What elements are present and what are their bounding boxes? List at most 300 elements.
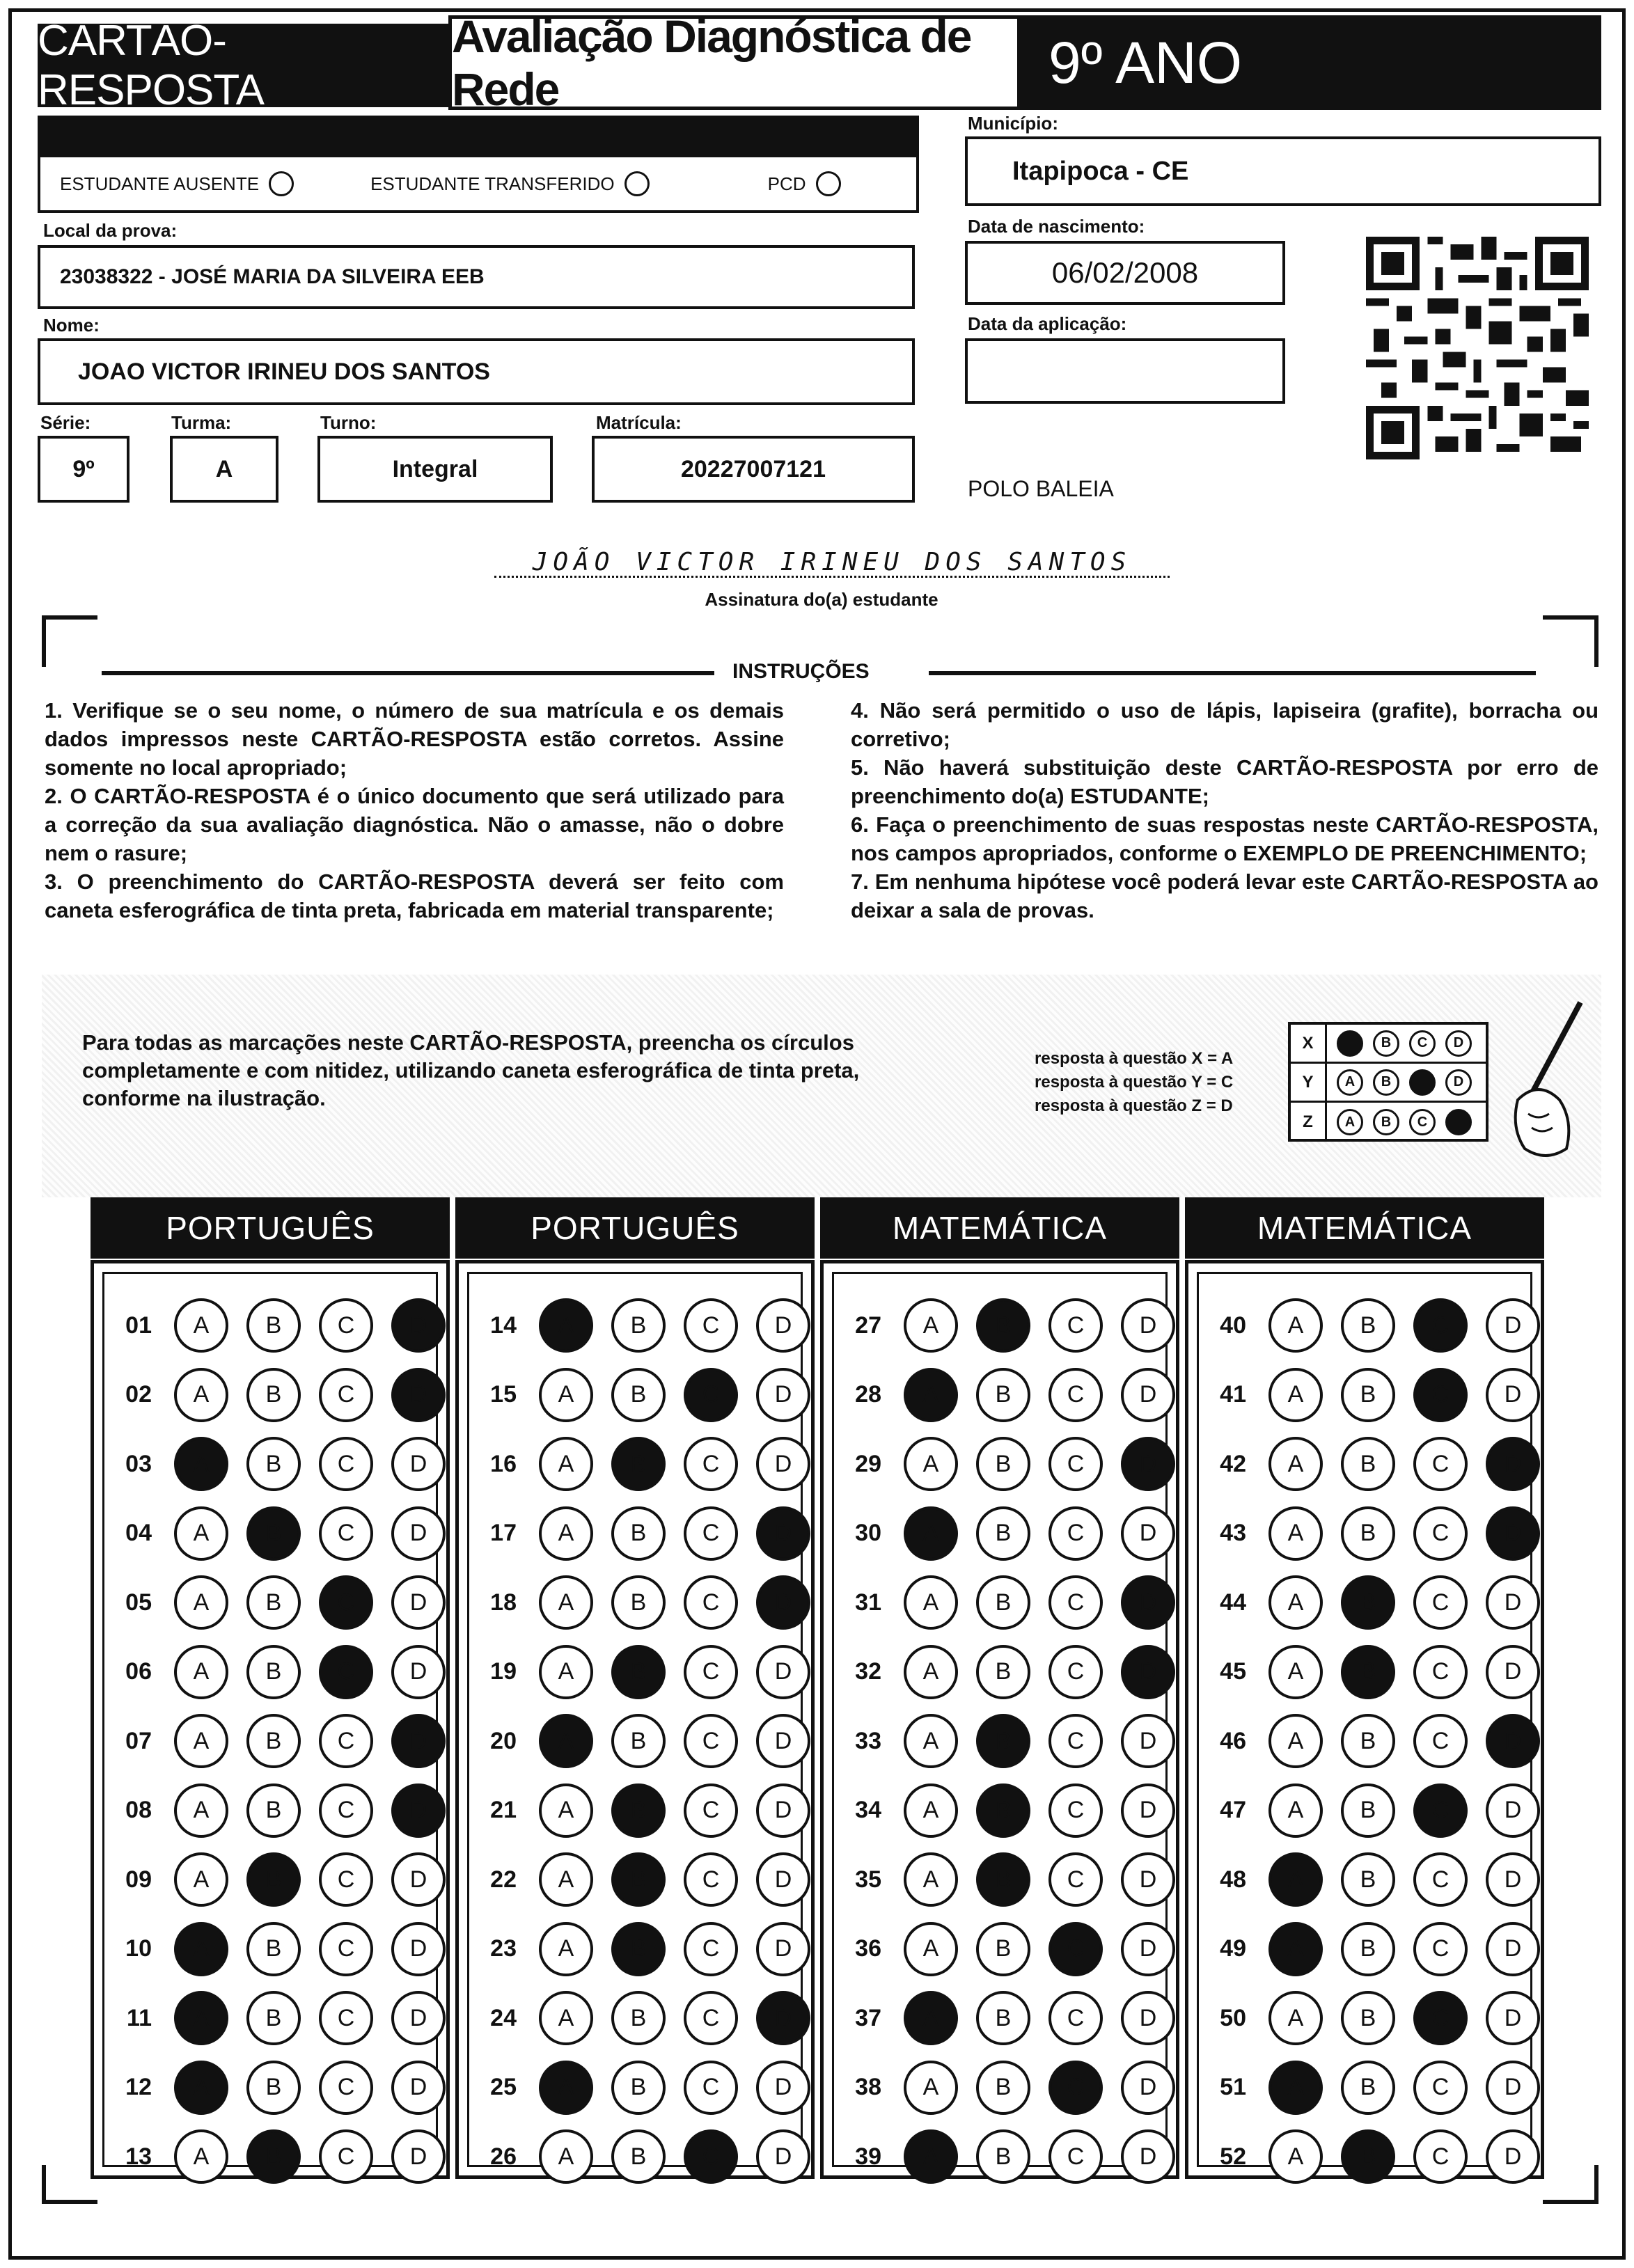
answer-bubble-b[interactable]: B (611, 1783, 666, 1838)
answer-bubble-b[interactable]: B (246, 1368, 301, 1422)
answer-bubble-b[interactable]: B (246, 2129, 301, 2184)
answer-bubble-b[interactable]: B (246, 1575, 301, 1630)
question-row (841, 1506, 1175, 1561)
answer-bubble-b[interactable]: B (246, 1852, 301, 1907)
answer-bubble-b[interactable]: B (976, 1991, 1030, 2045)
answer-bubble-c[interactable]: C (319, 1506, 373, 1561)
answer-bubble-a[interactable]: A (1268, 1298, 1323, 1353)
question-row (1206, 1852, 1540, 1907)
answer-bubble-d[interactable]: D (391, 1575, 446, 1630)
answer-bubble-d[interactable]: D (1121, 2061, 1175, 2115)
answer-bubble-b[interactable]: B (1341, 1783, 1395, 1838)
answer-bubble-b[interactable]: B (976, 1645, 1030, 1699)
pcd-option[interactable] (768, 171, 841, 196)
answer-bubble-d[interactable]: D (756, 1506, 810, 1561)
answer-bubble-c[interactable]: C (684, 1298, 738, 1353)
answer-bubble-b[interactable]: B (246, 1645, 301, 1699)
answer-bubble-c[interactable]: C (684, 1991, 738, 2045)
answer-bubble-d[interactable]: D (756, 1298, 810, 1353)
answer-bubble-d[interactable]: D (1121, 1506, 1175, 1561)
answer-bubble-b[interactable]: B (976, 2129, 1030, 2184)
answer-bubble-d[interactable]: D (391, 2129, 446, 2184)
answer-bubble-d[interactable]: D (756, 1575, 810, 1630)
answer-bubble-b[interactable]: B (976, 2061, 1030, 2115)
instruction-6: 6. Faça o preenchimento de suas respostas neste CARTÃO-RESPOSTA, nos campos apropriados, conforme o EXEMPLO DE PREENCHIMENTO; (851, 812, 1598, 865)
example-table (1288, 1022, 1488, 1142)
question-row (111, 1783, 446, 1838)
answer-bubble-b[interactable]: B (611, 1645, 666, 1699)
answer-bubble-b[interactable]: B (976, 1714, 1030, 1768)
answer-bubble-a[interactable]: A (539, 1368, 593, 1422)
section-header: PORTUGUÊS (455, 1197, 815, 1259)
answer-bubble-b[interactable]: B (246, 1506, 301, 1561)
transferred-bubble[interactable] (624, 171, 650, 196)
answer-bubble-a[interactable]: A (539, 1852, 593, 1907)
answer-bubble-c[interactable]: C (1413, 1852, 1468, 1907)
serie-label: Série: (40, 412, 91, 433)
answer-bubble-b[interactable]: B (976, 1506, 1030, 1561)
answer-bubble-d[interactable]: D (756, 1437, 810, 1491)
transferred-option[interactable] (370, 171, 650, 196)
answer-bubble-d[interactable]: D (756, 2061, 810, 2115)
question-row (1206, 1783, 1540, 1838)
answer-bubble-a[interactable]: A (539, 1437, 593, 1491)
answer-bubble-d[interactable]: D (1121, 1991, 1175, 2045)
answer-bubble-c[interactable]: C (319, 1368, 373, 1422)
example-bubble-b: B (1373, 1069, 1399, 1096)
answer-bubble-a[interactable]: A (539, 2061, 593, 2115)
question-number: 03 (125, 1450, 152, 1477)
answer-bubble-b[interactable]: B (611, 1437, 666, 1491)
absent-label: ESTUDANTE AUSENTE (60, 173, 260, 194)
answer-bubble-c[interactable]: C (1048, 1575, 1103, 1630)
answer-bubble-b[interactable]: B (976, 1783, 1030, 1838)
answer-bubble-c[interactable]: C (1048, 1437, 1103, 1491)
answer-bubble-b[interactable]: B (976, 1922, 1030, 1976)
nascimento-field (965, 241, 1285, 305)
answer-bubble-d[interactable]: D (756, 1645, 810, 1699)
answer-bubble-c[interactable]: C (319, 1645, 373, 1699)
answer-bubble-d[interactable]: D (391, 1991, 446, 2045)
answer-bubble-d[interactable]: D (756, 1922, 810, 1976)
pcd-bubble[interactable] (816, 171, 841, 196)
answer-bubble-a[interactable]: A (904, 2061, 958, 2115)
answer-bubble-a[interactable]: A (1268, 2129, 1323, 2184)
instructions-title: INSTRUÇÕES (724, 660, 878, 684)
answer-bubble-d[interactable]: D (391, 1298, 446, 1353)
question-row (476, 1921, 810, 1977)
answer-bubble-d[interactable]: D (1121, 1437, 1175, 1491)
answer-bubble-d[interactable]: D (1121, 1922, 1175, 1976)
answer-bubble-a[interactable]: A (174, 1437, 228, 1491)
answer-bubble-c[interactable]: C (319, 2061, 373, 2115)
answer-bubble-b[interactable]: B (611, 1298, 666, 1353)
answer-bubble-d[interactable]: D (756, 1714, 810, 1768)
example-legend (1035, 1047, 1233, 1118)
answer-bubble-b[interactable]: B (976, 1298, 1030, 1353)
answer-bubble-d[interactable]: D (1486, 1298, 1540, 1353)
answer-bubble-d[interactable]: D (1486, 2061, 1540, 2115)
question-row (111, 1852, 446, 1907)
answer-bubble-b[interactable]: B (246, 1783, 301, 1838)
answer-bubble-d[interactable]: D (1486, 1645, 1540, 1699)
answer-bubble-d[interactable]: D (391, 1714, 446, 1768)
answer-bubble-c[interactable]: C (319, 1852, 373, 1907)
answer-bubble-b[interactable]: B (976, 1852, 1030, 1907)
answer-bubble-c[interactable]: C (1413, 1575, 1468, 1630)
answer-bubble-d[interactable]: D (1486, 1922, 1540, 1976)
answer-bubble-d[interactable]: D (1121, 1645, 1175, 1699)
answer-bubble-a[interactable]: A (904, 1575, 958, 1630)
hand-with-pen-icon (1504, 989, 1587, 1170)
question-number: 36 (855, 1935, 881, 1962)
matricula-value: 20227007121 (680, 455, 826, 482)
turno-field (317, 436, 553, 503)
answer-bubble-a[interactable]: A (904, 1714, 958, 1768)
answer-bubble-b[interactable]: B (1341, 2061, 1395, 2115)
answer-bubble-c[interactable]: C (1048, 2129, 1103, 2184)
answer-bubble-b[interactable]: B (1341, 1298, 1395, 1353)
section-header: MATEMÁTICA (820, 1197, 1179, 1259)
answer-bubble-b[interactable]: B (976, 1575, 1030, 1630)
answer-bubble-c[interactable]: C (319, 2129, 373, 2184)
answer-bubble-c[interactable]: C (1413, 1922, 1468, 1976)
question-row (111, 1367, 446, 1423)
answer-bubble-a[interactable]: A (539, 1991, 593, 2045)
answer-bubble-c[interactable]: C (1048, 1368, 1103, 1422)
answer-bubble-c[interactable]: C (1048, 1922, 1103, 1976)
answer-bubble-b[interactable]: B (976, 1437, 1030, 1491)
answer-bubble-c[interactable]: C (1413, 1991, 1468, 2045)
answer-bubble-a[interactable]: A (904, 1437, 958, 1491)
question-row (841, 1990, 1175, 2046)
answer-bubble-a[interactable]: A (904, 1298, 958, 1353)
answer-bubble-b[interactable]: B (611, 2129, 666, 2184)
answer-bubble-a[interactable]: A (174, 2129, 228, 2184)
answer-bubble-a[interactable]: A (904, 1922, 958, 1976)
answer-bubble-c[interactable]: C (1413, 1645, 1468, 1699)
question-row (841, 1921, 1175, 1977)
answer-bubble-a[interactable]: A (904, 2129, 958, 2184)
answer-bubble-b[interactable]: B (1341, 1922, 1395, 1976)
answer-bubble-d[interactable]: D (756, 1852, 810, 1907)
answer-bubble-b[interactable]: B (611, 2061, 666, 2115)
answer-bubble-c[interactable]: C (1048, 1852, 1103, 1907)
turma-label: Turma: (171, 412, 232, 433)
frame-corner-br (1543, 2165, 1598, 2204)
section-inner-frame (832, 1272, 1168, 2170)
question-number: 38 (855, 2074, 881, 2100)
answer-bubble-c[interactable]: C (1413, 1298, 1468, 1353)
answer-bubble-c[interactable]: C (319, 1298, 373, 1353)
answer-bubble-d[interactable]: D (1121, 1368, 1175, 1422)
turma-value: A (215, 455, 233, 482)
answer-bubble-a[interactable]: A (174, 1852, 228, 1907)
answer-bubble-d[interactable]: D (1486, 1506, 1540, 1561)
answer-bubble-a[interactable]: A (1268, 1645, 1323, 1699)
example-bubble-a: A (1337, 1069, 1363, 1096)
answer-bubble-b[interactable]: B (1341, 1506, 1395, 1561)
example-bubble-c (1409, 1069, 1436, 1096)
municipio-field (965, 136, 1601, 206)
answer-bubble-c[interactable]: C (684, 1922, 738, 1976)
answer-bubble-c[interactable]: C (684, 1575, 738, 1630)
answer-bubble-a[interactable]: A (174, 1506, 228, 1561)
answer-bubble-c[interactable]: C (1413, 1783, 1468, 1838)
answer-bubble-c[interactable]: C (319, 1437, 373, 1491)
answer-bubble-c[interactable]: C (319, 1714, 373, 1768)
answer-bubble-d[interactable]: D (1486, 1437, 1540, 1491)
answer-bubble-c[interactable]: C (319, 1922, 373, 1976)
answer-bubble-b[interactable]: B (1341, 1852, 1395, 1907)
answer-bubble-a[interactable]: A (174, 1991, 228, 2045)
question-row (476, 2060, 810, 2116)
answer-bubble-c[interactable]: C (1413, 2129, 1468, 2184)
answer-bubble-c[interactable]: C (1048, 1298, 1103, 1353)
answer-bubble-b[interactable]: B (246, 1437, 301, 1491)
answer-bubble-b[interactable]: B (611, 1852, 666, 1907)
question-row (1206, 1644, 1540, 1700)
answer-bubble-b[interactable]: B (1341, 1575, 1395, 1630)
instructions-left (45, 696, 784, 924)
answer-bubble-a[interactable]: A (174, 1298, 228, 1353)
answer-bubble-a[interactable]: A (539, 1645, 593, 1699)
answer-bubble-d[interactable]: D (1121, 1783, 1175, 1838)
answer-bubble-c[interactable]: C (1048, 1783, 1103, 1838)
answer-bubble-c[interactable]: C (684, 1645, 738, 1699)
answer-bubble-d[interactable]: D (1486, 1852, 1540, 1907)
question-number: 05 (125, 1589, 152, 1616)
answer-bubble-d[interactable]: D (1121, 1852, 1175, 1907)
answer-bubble-c[interactable]: C (319, 1783, 373, 1838)
absent-bubble[interactable] (269, 171, 294, 196)
section-answers (820, 1260, 1179, 2179)
answer-bubble-d[interactable]: D (756, 2129, 810, 2184)
question-number: 18 (490, 1589, 517, 1616)
question-row (1206, 1990, 1540, 2046)
answer-bubble-a[interactable]: A (539, 1506, 593, 1561)
answer-bubble-c[interactable]: C (684, 1506, 738, 1561)
answer-bubble-d[interactable]: D (1486, 2129, 1540, 2184)
answer-bubble-a[interactable]: A (904, 1783, 958, 1838)
question-row (111, 1644, 446, 1700)
answer-bubble-a[interactable]: A (1268, 1783, 1323, 1838)
pcd-label: PCD (767, 173, 806, 194)
absent-option[interactable] (60, 171, 294, 196)
answer-bubble-b[interactable]: B (246, 1298, 301, 1353)
example-legend-y: resposta à questão Y = C (1035, 1073, 1234, 1092)
answer-bubble-b[interactable]: B (611, 1506, 666, 1561)
question-row (1206, 2129, 1540, 2184)
answer-bubble-d[interactable]: D (1486, 1575, 1540, 1630)
answer-bubble-b[interactable]: B (976, 1368, 1030, 1422)
answer-bubble-d[interactable]: D (391, 1852, 446, 1907)
question-number: 48 (1220, 1866, 1246, 1893)
answer-bubble-a[interactable]: A (174, 1783, 228, 1838)
question-number: 34 (855, 1797, 881, 1823)
answer-bubble-b[interactable]: B (611, 1575, 666, 1630)
answer-bubble-a[interactable]: A (1268, 1368, 1323, 1422)
question-number: 47 (1220, 1797, 1246, 1823)
example-bubble-c: C (1409, 1030, 1436, 1057)
answer-bubble-d[interactable]: D (756, 1783, 810, 1838)
question-row (476, 1783, 810, 1838)
frame-corner-tr (1543, 615, 1598, 667)
answer-bubble-c[interactable]: C (1048, 1714, 1103, 1768)
answer-bubble-c[interactable]: C (1048, 2061, 1103, 2115)
answer-bubble-b[interactable]: B (1341, 1645, 1395, 1699)
answer-bubble-d[interactable]: D (391, 1922, 446, 1976)
question-row (1206, 2060, 1540, 2116)
answer-bubble-d[interactable]: D (756, 1368, 810, 1422)
answer-bubble-d[interactable]: D (391, 2061, 446, 2115)
example-bubble-d: D (1445, 1030, 1472, 1057)
question-number: 51 (1220, 2074, 1246, 2100)
answer-bubble-a[interactable]: A (904, 1852, 958, 1907)
question-number: 10 (125, 1935, 152, 1962)
answer-bubble-b[interactable]: B (1341, 1714, 1395, 1768)
answer-bubble-a[interactable]: A (1268, 1506, 1323, 1561)
name-label: Nome: (43, 315, 100, 336)
question-row (111, 2129, 446, 2184)
answer-bubble-a[interactable]: A (539, 1783, 593, 1838)
question-row (476, 1367, 810, 1423)
answer-bubble-a[interactable]: A (174, 1575, 228, 1630)
answer-bubble-c[interactable]: C (1048, 1506, 1103, 1561)
answer-bubble-d[interactable]: D (1486, 1783, 1540, 1838)
answer-bubble-c[interactable]: C (1413, 1506, 1468, 1561)
question-row (841, 1783, 1175, 1838)
name-field (38, 338, 915, 405)
answer-bubble-b[interactable]: B (246, 1714, 301, 1768)
answer-bubble-d[interactable]: D (391, 1645, 446, 1699)
question-row (476, 2129, 810, 2184)
question-row (476, 1436, 810, 1492)
answer-bubble-b[interactable]: B (1341, 2129, 1395, 2184)
answer-bubble-b[interactable]: B (611, 1714, 666, 1768)
nascimento-label: Data de nascimento: (968, 216, 1145, 237)
question-number: 06 (125, 1658, 152, 1685)
answer-bubble-d[interactable]: D (1121, 1575, 1175, 1630)
local-label: Local da prova: (43, 220, 178, 241)
nascimento-value: 06/02/2008 (1051, 256, 1199, 289)
question-number: 01 (125, 1312, 152, 1339)
answer-bubble-d[interactable]: D (1121, 1298, 1175, 1353)
answer-bubble-c[interactable]: C (1413, 1368, 1468, 1422)
answer-bubble-d[interactable]: D (1486, 1714, 1540, 1768)
answer-bubble-b[interactable]: B (246, 2061, 301, 2115)
answer-bubble-d[interactable]: D (756, 1991, 810, 2045)
answer-bubble-c[interactable]: C (1413, 1437, 1468, 1491)
question-number: 02 (125, 1381, 152, 1408)
question-number: 28 (855, 1381, 881, 1408)
answer-bubble-c[interactable]: C (684, 2129, 738, 2184)
question-number: 14 (490, 1312, 517, 1339)
question-number: 11 (127, 2004, 152, 2031)
aplicacao-field (965, 338, 1285, 404)
instruction-3: 3. O preenchimento do CARTÃO-RESPOSTA deverá ser feito com caneta esferográfica de tinta preta, fabricada em material transparente; (45, 869, 784, 922)
answer-bubble-a[interactable]: A (1268, 1714, 1323, 1768)
answer-bubble-a[interactable]: A (1268, 1922, 1323, 1976)
answer-bubble-d[interactable]: D (1486, 1991, 1540, 2045)
answer-bubble-c[interactable]: C (684, 1437, 738, 1491)
answer-bubble-b[interactable]: B (1341, 1991, 1395, 2045)
answer-bubble-c[interactable]: C (684, 1852, 738, 1907)
answer-bubble-c[interactable]: C (1413, 1714, 1468, 1768)
answer-bubble-a[interactable]: A (1268, 1575, 1323, 1630)
instruction-1: 1. Verifique se o seu nome, o número de sua matrícula e os demais dados impressos neste CARTÃO-RESPOSTA estão corretos. Assine somente no local apropriado; (45, 698, 784, 780)
frame-corner-bl (42, 2165, 97, 2204)
answer-bubble-c[interactable]: C (684, 1368, 738, 1422)
answer-bubble-d[interactable]: D (1486, 1368, 1540, 1422)
answer-bubble-c[interactable]: C (1048, 1645, 1103, 1699)
answer-bubble-a[interactable]: A (539, 1298, 593, 1353)
answer-bubble-c[interactable]: C (684, 1714, 738, 1768)
answer-bubble-a[interactable]: A (539, 1714, 593, 1768)
answer-bubble-d[interactable]: D (391, 1783, 446, 1838)
answer-bubble-a[interactable]: A (174, 1368, 228, 1422)
question-number: 12 (125, 2074, 152, 2100)
answer-bubble-d[interactable]: D (1121, 2129, 1175, 2184)
answer-bubble-d[interactable]: D (391, 1368, 446, 1422)
answer-bubble-c[interactable]: C (319, 1575, 373, 1630)
answer-bubble-b[interactable]: B (1341, 1437, 1395, 1491)
answer-bubble-b[interactable]: B (611, 1991, 666, 2045)
answer-bubble-a[interactable]: A (904, 1645, 958, 1699)
answer-bubble-b[interactable]: B (246, 1922, 301, 1976)
answer-bubble-a[interactable]: A (904, 1368, 958, 1422)
answer-bubble-a[interactable]: A (904, 1506, 958, 1561)
answer-bubble-a[interactable]: A (174, 1714, 228, 1768)
turno-label: Turno: (320, 412, 377, 433)
answer-bubble-a[interactable]: A (539, 1575, 593, 1630)
question-row (1206, 1298, 1540, 1353)
question-number: 29 (855, 1450, 881, 1477)
answer-bubble-b[interactable]: B (246, 1991, 301, 2045)
example-bubble-a: A (1337, 1109, 1363, 1135)
answer-bubble-c[interactable]: C (1048, 1991, 1103, 2045)
answer-bubble-d[interactable]: D (1121, 1714, 1175, 1768)
matricula-label: Matrícula: (596, 412, 682, 433)
answer-bubble-c[interactable]: C (684, 1783, 738, 1838)
answer-bubble-a[interactable]: A (539, 2129, 593, 2184)
question-number: 44 (1220, 1589, 1246, 1616)
answer-bubble-a[interactable]: A (1268, 2061, 1323, 2115)
answer-bubble-b[interactable]: B (611, 1922, 666, 1976)
answer-bubble-a[interactable]: A (1268, 1991, 1323, 2045)
answer-bubble-d[interactable]: D (391, 1437, 446, 1491)
answer-bubble-a[interactable]: A (539, 1922, 593, 1976)
question-number: 39 (855, 2143, 881, 2170)
answer-bubble-a[interactable]: A (1268, 1852, 1323, 1907)
question-row (476, 1852, 810, 1907)
answer-bubble-a[interactable]: A (1268, 1437, 1323, 1491)
answer-bubble-c[interactable]: C (1413, 2061, 1468, 2115)
question-row (841, 1298, 1175, 1353)
answer-bubble-b[interactable]: B (1341, 1368, 1395, 1422)
answer-bubble-c[interactable]: C (684, 2061, 738, 2115)
answer-bubble-c[interactable]: C (319, 1991, 373, 2045)
answer-bubble-d[interactable]: D (391, 1506, 446, 1561)
local-value: 23038322 - JOSÉ MARIA DA SILVEIRA EEB (60, 265, 485, 288)
question-number: 21 (490, 1797, 517, 1823)
question-number: 31 (855, 1589, 881, 1616)
answer-bubble-a[interactable]: A (904, 1991, 958, 2045)
answer-bubble-a[interactable]: A (174, 2061, 228, 2115)
answer-bubble-a[interactable]: A (174, 1922, 228, 1976)
answer-bubble-b[interactable]: B (611, 1368, 666, 1422)
answer-bubble-a[interactable]: A (174, 1645, 228, 1699)
